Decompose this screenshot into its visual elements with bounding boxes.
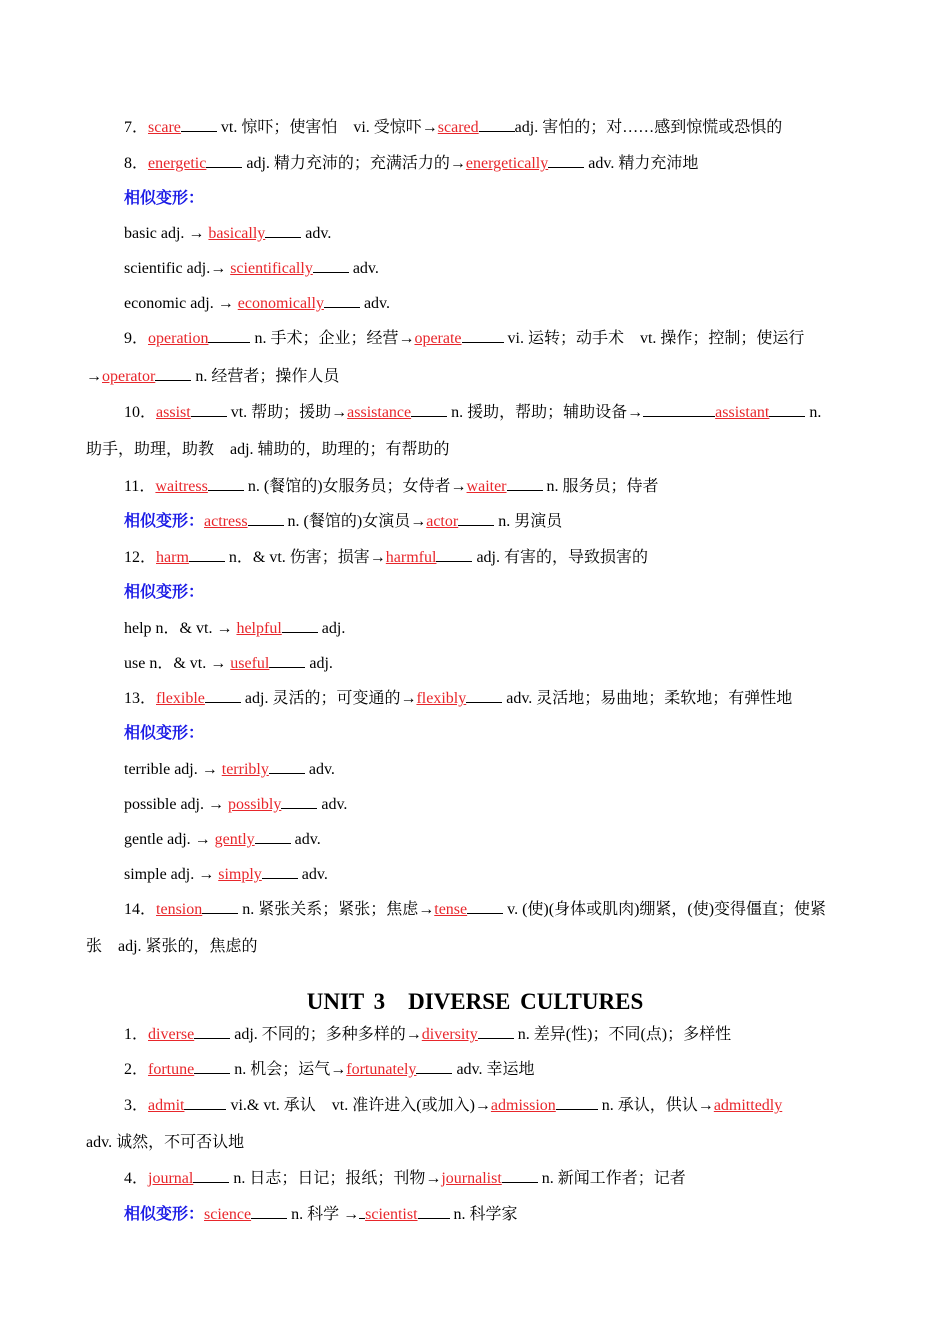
unit3-item-1	[124, 1024, 731, 1045]
answer: scientist	[365, 1206, 418, 1223]
definition: n. 承认，供认→	[597, 1097, 714, 1114]
definition: n. 科学 →	[287, 1206, 360, 1223]
item-number: 12．	[124, 549, 157, 566]
answer: diverse	[148, 1026, 195, 1043]
definition: adv. 精力充沛地	[584, 155, 699, 172]
answer: actor	[426, 513, 459, 530]
answer: economically	[237, 295, 324, 312]
definition: vi.& vt. 承认 vt. 准许进入(或加入)→	[226, 1097, 491, 1114]
answer: possibly	[228, 796, 282, 813]
definition: n. 日志；日记；报纸；刊物→	[229, 1170, 442, 1187]
answer: science	[204, 1206, 252, 1223]
derivation-line: economic adj. → economically adv.	[124, 295, 390, 312]
vocab-item-14	[124, 899, 826, 920]
item-number: 3．	[124, 1097, 149, 1114]
answer: useful	[230, 655, 270, 672]
definition: adv. 灵活地；易曲地；柔软地；有弹性地	[502, 690, 793, 707]
vocab-item-8	[124, 153, 698, 174]
unit3-item-4	[124, 1168, 686, 1189]
unit3-item-2	[124, 1059, 535, 1080]
vocab-item-11	[124, 476, 659, 497]
vocab-item-13	[124, 688, 792, 709]
answer: assistance	[347, 404, 412, 421]
definition: n．& vt. 伤害；损害→	[224, 549, 386, 566]
similar-forms-line	[124, 511, 562, 532]
definition: adj. 害怕的；对……感到惊慌或恐惧的	[514, 119, 783, 136]
derivation-line: scientific adj.→ scientifically adv.	[124, 260, 379, 277]
unit3-item-3-continued: adv. 诚然，不可否认地	[86, 1134, 245, 1151]
answer: flexible	[156, 690, 205, 707]
definition: adj. 灵活的；可变通的→	[240, 690, 417, 707]
answer: operate	[414, 330, 462, 347]
vocab-item-12	[124, 547, 648, 568]
answer: journalist	[441, 1170, 502, 1187]
answer: harm	[156, 549, 189, 566]
item-number: 14．	[124, 901, 157, 918]
definition: n. 机会；运气→	[230, 1061, 347, 1078]
derivation-line: basic adj. → basically adv.	[124, 225, 332, 242]
definition: adj. 不同的；多种多样的→	[230, 1026, 422, 1043]
answer: tense	[434, 901, 468, 918]
answer: journal	[148, 1170, 194, 1187]
answer: scared	[437, 119, 479, 136]
vocab-item-9	[124, 328, 804, 349]
answer: tension	[156, 901, 203, 918]
derivation-line: gentle adj. → gently adv.	[124, 831, 321, 848]
item-number: 2．	[124, 1061, 149, 1078]
answer: fortunately	[346, 1061, 417, 1078]
answer: fortune	[148, 1061, 195, 1078]
answer: gently	[214, 831, 255, 848]
definition: adv. 幸运地	[452, 1061, 535, 1078]
answer: flexibly	[416, 690, 467, 707]
answer: assist	[156, 404, 191, 421]
answer: admission	[490, 1097, 556, 1114]
item-number: 13．	[124, 690, 157, 707]
item-number: 9．	[124, 330, 149, 347]
definition: n. 男演员	[494, 513, 563, 530]
answer: admit	[148, 1097, 185, 1114]
answer: scientifically	[230, 260, 313, 277]
definition: n. 援助，帮助；辅助设备→	[447, 404, 644, 421]
definition: n. 差异(性)；不同(点)；多样性	[513, 1026, 732, 1043]
unit-title: UNIT 3 DIVERSE CULTURES	[306, 989, 644, 1014]
vocab-item-9-continued: →operator n. 经营者；操作人员	[86, 368, 340, 385]
vocab-item-10-continued: 助手，助理，助教 adj. 辅助的，助理的；有帮助的	[86, 441, 450, 458]
answer: terribly	[221, 761, 269, 778]
item-number: 11．	[124, 478, 156, 495]
similar-forms-heading: 相似变形：	[124, 584, 205, 601]
answer: basically	[208, 225, 266, 242]
item-number: 7．	[124, 119, 149, 136]
answer: assistant	[715, 404, 770, 421]
item-number: 8．	[124, 155, 149, 172]
definition: n. 紧张关系；紧张；焦虑→	[238, 901, 435, 918]
definition: adj. 有害的，导致损害的	[472, 549, 649, 566]
vocab-item-7	[124, 117, 782, 138]
similar-forms-heading: 相似变形：	[124, 190, 205, 207]
definition: n. (餐馆的)女演员→	[283, 513, 427, 530]
answer: harmful	[385, 549, 437, 566]
definition: n. (餐馆的)女服务员；女侍者→	[243, 478, 467, 495]
item-number: 10．	[124, 404, 157, 421]
definition: n. 新闻工作者；记者	[537, 1170, 686, 1187]
unit3-item-3	[124, 1095, 782, 1116]
definition: v. (使)(身体或肌肉)绷紧，(使)变得僵直；使紧	[503, 901, 827, 918]
derivation-line: simple adj. → simply adv.	[124, 866, 328, 883]
answer: operator	[102, 368, 156, 385]
answer: simply	[218, 866, 262, 883]
definition: adj. 精力充沛的；充满活力的→	[242, 155, 466, 172]
vocab-item-14-continued: 张 adj. 紧张的，焦虑的	[86, 938, 258, 955]
derivation-line: possible adj. → possibly adv.	[124, 796, 348, 813]
similar-forms-heading: 相似变形：	[124, 513, 205, 530]
similar-forms-heading: 相似变形：	[124, 1206, 205, 1223]
similar-forms-line	[124, 1204, 518, 1225]
answer: waitress	[155, 478, 208, 495]
vocab-item-10	[124, 402, 821, 423]
answer: energetic	[148, 155, 207, 172]
derivation-line: terrible adj. → terribly adv.	[124, 761, 335, 778]
similar-forms-heading: 相似变形：	[124, 725, 205, 742]
definition: n. 服务员；侍者	[542, 478, 659, 495]
answer: admittedly	[713, 1097, 783, 1114]
definition: n.	[805, 404, 822, 421]
item-number: 4．	[124, 1170, 149, 1187]
answer: helpful	[236, 620, 282, 637]
definition: n. 手术；企业；经营→	[250, 330, 415, 347]
definition: vi. 运转；动手术 vt. 操作；控制；使运行	[503, 330, 805, 347]
answer: diversity	[421, 1026, 478, 1043]
definition: n. 科学家	[449, 1206, 518, 1223]
answer: actress	[204, 513, 248, 530]
item-number: 1．	[124, 1026, 149, 1043]
answer: energetically	[465, 155, 549, 172]
derivation-line: help n．& vt. → helpful adj.	[124, 620, 346, 637]
answer: waiter	[466, 478, 507, 495]
answer: scare	[148, 119, 181, 136]
answer: operation	[148, 330, 209, 347]
derivation-line: use n．& vt. → useful adj.	[124, 655, 333, 672]
definition: vt. 帮助；援助→	[226, 404, 348, 421]
definition: vt. 惊吓；使害怕 vi. 受惊吓→	[216, 119, 438, 136]
